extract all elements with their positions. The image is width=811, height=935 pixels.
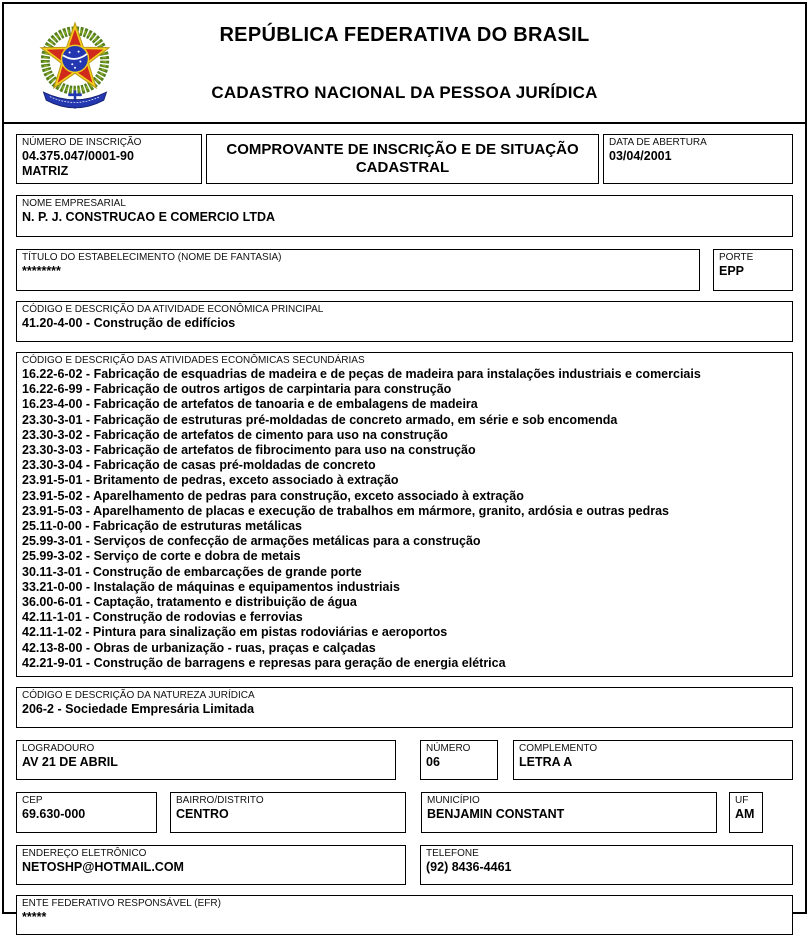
secondary-activity-item: 23.91-5-03 - Aparelhamento de placas e execução de trabalhos em mármore, granito, ardósia e outras pedras bbox=[22, 503, 670, 518]
cep-box bbox=[16, 792, 157, 833]
street-row bbox=[16, 740, 793, 780]
efr-label: ENTE FEDERATIVO RESPONSÁVEL (EFR) bbox=[22, 898, 221, 910]
cnpj-certificate-page bbox=[2, 2, 807, 925]
efr-box bbox=[16, 895, 793, 935]
primary-activity-box bbox=[16, 301, 793, 342]
secondary-activity-item: 42.11-1-01 - Construção de rodovias e ferrovias bbox=[22, 610, 303, 625]
secondary-activity-item: 23.91-5-02 - Aparelhamento de pedras para construção, exceto associado à extração bbox=[22, 488, 524, 503]
secondary-activity-item: 42.11-1-02 - Pintura para sinalização em pistas rodoviárias e aeroportos bbox=[22, 625, 448, 640]
street-label: LOGRADOURO bbox=[22, 743, 95, 755]
header-titles bbox=[4, 4, 805, 103]
district-value: CENTRO bbox=[176, 807, 229, 822]
secondary-activity-item: 16.23-4-00 - Fabricação de artefatos de tanoaria e de embalagens de madeira bbox=[22, 397, 478, 412]
state-box bbox=[729, 792, 763, 833]
municipality-value: BENJAMIN CONSTANT bbox=[427, 807, 565, 822]
contact-row bbox=[16, 845, 793, 885]
secondary-activity-item: 33.21-0-00 - Instalação de máquinas e equipamentos industriais bbox=[22, 579, 400, 594]
cep-value: 69.630-000 bbox=[22, 807, 86, 822]
company-name-box bbox=[16, 195, 793, 237]
municipality-box bbox=[421, 792, 717, 833]
secondary-activities-box bbox=[16, 352, 793, 677]
street-value: AV 21 DE ABRIL bbox=[22, 755, 118, 770]
company-size-value: EPP bbox=[719, 264, 745, 278]
identification-row bbox=[16, 134, 793, 184]
primary-activity-label: CÓDIGO E DESCRIÇÃO DA ATIVIDADE ECONÔMICA PRINCIPAL bbox=[22, 304, 324, 315]
cnpj-register-title: CADASTRO NACIONAL DA PESSOA JURÍDICA bbox=[211, 83, 598, 102]
secondary-activity-item: 30.11-3-01 - Construção de embarcações de grande porte bbox=[22, 564, 362, 579]
cep-row bbox=[16, 792, 793, 833]
legal-nature-value: 206-2 - Sociedade Empresária Limitada bbox=[22, 702, 255, 717]
street-number-box bbox=[420, 740, 498, 780]
street-number-value: 06 bbox=[426, 755, 440, 770]
street-number-label: NÚMERO bbox=[426, 743, 471, 755]
secondary-activities-label: CÓDIGO E DESCRIÇÃO DAS ATIVIDADES ECONÔMICAS SECUNDÁRIAS bbox=[22, 355, 365, 366]
company-size-label: PORTE bbox=[719, 252, 754, 263]
document-body bbox=[4, 124, 805, 935]
municipality-label: MUNICÍPIO bbox=[427, 795, 480, 807]
secondary-activity-item: 25.99-3-01 - Serviços de confecção de armações metálicas para a construção bbox=[22, 534, 481, 549]
state-label: UF bbox=[735, 795, 749, 807]
secondary-activity-item: 42.13-8-00 - Obras de urbanização - ruas, praças e calçadas bbox=[22, 640, 376, 655]
republic-title: REPÚBLICA FEDERATIVA DO BRASIL bbox=[219, 24, 590, 46]
legal-nature-box bbox=[16, 687, 793, 728]
secondary-activity-item: 36.00-6-01 - Captação, tratamento e distribuição de água bbox=[22, 595, 357, 610]
phone-label: TELEFONE bbox=[426, 848, 479, 860]
secondary-activity-item: 42.21-9-01 - Construção de barragens e represas para geração de energia elétrica bbox=[22, 655, 506, 670]
document-header bbox=[4, 4, 805, 124]
opening-date-box bbox=[603, 134, 793, 184]
establishment-type-value: MATRIZ bbox=[22, 164, 69, 178]
email-label: ENDEREÇO ELETRÔNICO bbox=[22, 848, 147, 860]
company-name-value: N. P. J. CONSTRUCAO E COMERCIO LTDA bbox=[22, 210, 276, 224]
document-title-box bbox=[206, 134, 599, 184]
secondary-activity-item: 23.30-3-03 - Fabricação de artefatos de fibrocimento para uso na construção bbox=[22, 443, 476, 458]
complement-box bbox=[513, 740, 793, 780]
phone-box bbox=[420, 845, 793, 885]
company-name-label: NOME EMPRESARIAL bbox=[22, 198, 126, 209]
legal-nature-label: CÓDIGO E DESCRIÇÃO DA NATUREZA JURÍDICA bbox=[22, 690, 255, 702]
trade-name-row bbox=[16, 249, 793, 291]
inscription-number-value: 04.375.047/0001-90 bbox=[22, 149, 134, 163]
state-value: AM bbox=[735, 807, 755, 822]
cep-label: CEP bbox=[22, 795, 43, 807]
phone-value: (92) 8436-4461 bbox=[426, 860, 512, 875]
secondary-activity-item: 23.30-3-01 - Fabricação de estruturas pré-moldadas de concreto armado, em série e sob encomenda bbox=[22, 412, 618, 427]
secondary-activity-item: 23.30-3-02 - Fabricação de artefatos de cimento para uso na construção bbox=[22, 427, 448, 442]
company-size-box bbox=[713, 249, 793, 291]
opening-date-label: DATA DE ABERTURA bbox=[609, 137, 707, 148]
document-title: COMPROVANTE DE INSCRIÇÃO E DE SITUAÇÃO CADASTRAL bbox=[226, 141, 579, 176]
trade-name-box bbox=[16, 249, 700, 291]
secondary-activity-item: 25.11-0-00 - Fabricação de estruturas metálicas bbox=[22, 519, 303, 534]
secondary-activity-item: 23.91-5-01 - Britamento de pedras, exceto associado à extração bbox=[22, 473, 399, 488]
brazil-coat-of-arms-icon bbox=[30, 16, 120, 116]
email-box bbox=[16, 845, 406, 885]
secondary-activity-item: 16.22-6-02 - Fabricação de esquadrias de madeira e de peças de madeira para instalações industriais e comerciais bbox=[22, 367, 701, 381]
primary-activity-value: 41.20-4-00 - Construção de edifícios bbox=[22, 316, 236, 330]
email-value: NETOSHP@HOTMAIL.COM bbox=[22, 860, 184, 875]
district-label: BAIRRO/DISTRITO bbox=[176, 795, 264, 807]
inscription-number-box bbox=[16, 134, 202, 184]
complement-value: LETRA A bbox=[519, 755, 573, 770]
district-box bbox=[170, 792, 406, 833]
inscription-number-label: NÚMERO DE INSCRIÇÃO bbox=[22, 137, 142, 148]
secondary-activity-item: 25.99-3-02 - Serviço de corte e dobra de metais bbox=[22, 549, 301, 564]
street-box bbox=[16, 740, 396, 780]
trade-name-value: ******** bbox=[22, 264, 61, 278]
secondary-activity-item: 16.22-6-99 - Fabricação de outros artigos de carpintaria para construção bbox=[22, 382, 452, 397]
complement-label: COMPLEMENTO bbox=[519, 743, 598, 755]
trade-name-label: TÍTULO DO ESTABELECIMENTO (NOME DE FANTASIA) bbox=[22, 252, 282, 263]
opening-date-value: 03/04/2001 bbox=[609, 149, 672, 163]
secondary-activity-item: 23.30-3-04 - Fabricação de casas pré-moldadas de concreto bbox=[22, 458, 376, 473]
efr-value: ***** bbox=[22, 910, 47, 925]
